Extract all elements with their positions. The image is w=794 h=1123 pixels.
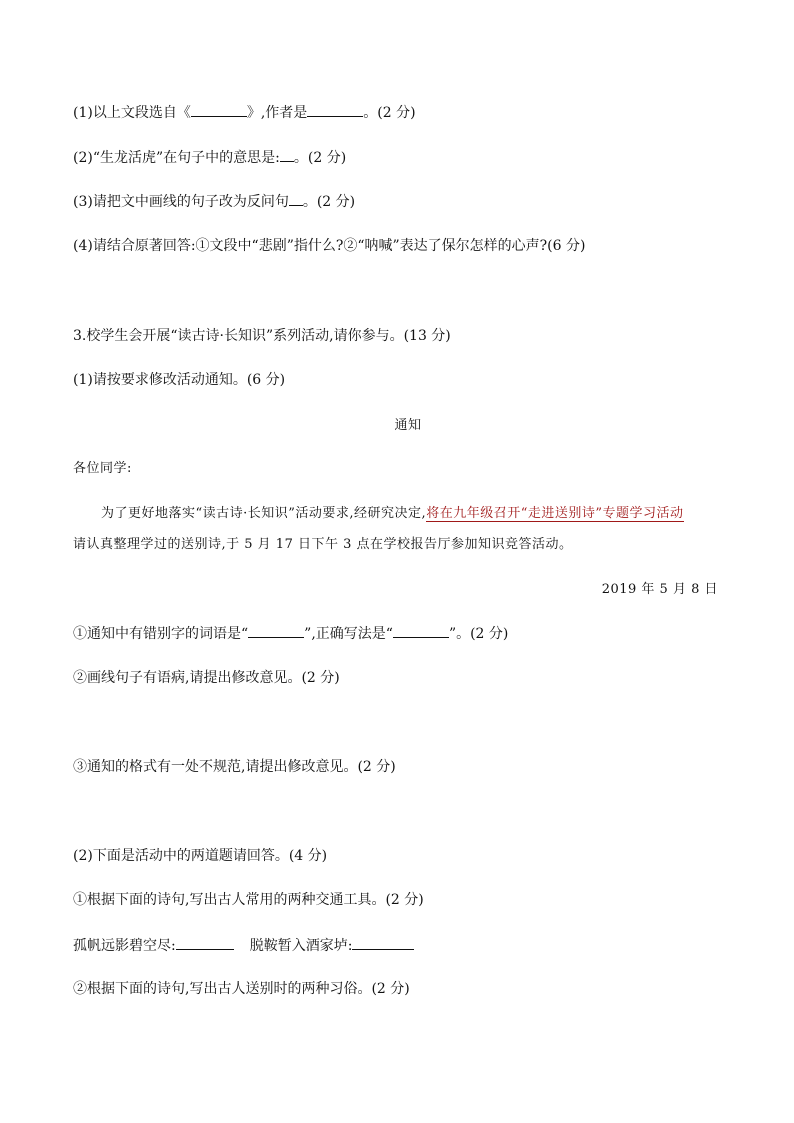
item-1 (73, 623, 508, 644)
question-4: (4)请结合原著回答:①文段中“悲剧”指什么?②“呐喊”表达了保尔怎样的心声?(6 分) (73, 238, 586, 254)
answer-blank-wrong-word[interactable] (248, 623, 304, 638)
item-5: ②根据下面的诗句,写出古人送别时的两种习俗。(2 分) (73, 981, 410, 997)
notice-date: 2019 年 5 月 8 日 (601, 582, 718, 597)
i1-suffix: ”。(2 分) (448, 626, 509, 642)
notice-title: 通知 (394, 418, 422, 433)
q1-mid: 》,作者是 (246, 105, 308, 121)
q1-suffix: 。(2 分) (363, 105, 416, 121)
poem-line-a: 孤帆远影碧空尽: (73, 938, 176, 954)
q3-suffix: 。(2 分) (302, 194, 356, 210)
answer-blank-transport-1[interactable] (176, 935, 234, 950)
question-3 (73, 191, 355, 212)
poem-line-b: 脱鞍暂入酒家垆: (249, 938, 353, 954)
answer-blank-rhetorical[interactable] (289, 191, 303, 206)
notice-body-plain: 为了更好地落实“读古诗·长知识”活动要求,经研究决定, (101, 506, 427, 521)
item-2: ②画线句子有语病,请提出修改意见。(2 分) (73, 670, 340, 686)
answer-blank-correct-word[interactable] (393, 623, 449, 638)
question-2 (73, 147, 346, 168)
item-3: ③通知的格式有一处不规范,请提出修改意见。(2 分) (73, 759, 396, 775)
i1-prefix: ①通知中有错别字的词语是“ (73, 626, 249, 642)
question-1 (73, 102, 416, 123)
q2-suffix: 。(2 分) (293, 150, 347, 166)
notice-body-line-1 (101, 504, 684, 524)
i1-mid: ”,正确写法是“ (304, 626, 393, 642)
notice-body-line-2: 请认真整理学过的送别诗,于 5 月 17 日下午 3 点在学校报告厅参加知识竞答活动。 (73, 537, 573, 552)
poem-line (73, 935, 414, 956)
sub-question-1: (1)请按要求修改活动通知。(6 分) (73, 372, 286, 388)
sub-question-2: (2)下面是活动中的两道题请回答。(4 分) (73, 848, 328, 864)
answer-blank-meaning[interactable] (280, 147, 294, 162)
notice-greeting: 各位同学: (73, 461, 132, 476)
answer-blank-transport-2[interactable] (352, 935, 414, 950)
q3-prefix: (3)请把文中画线的句子改为反问句 (73, 194, 289, 210)
answer-blank-author[interactable] (307, 102, 363, 117)
answer-blank-book[interactable] (191, 102, 247, 117)
notice-body-underlined: 将在九年级召开“走进送别诗”专题学习活动 (426, 506, 684, 521)
q1-prefix: (1)以上文段选自《 (73, 105, 191, 121)
q2-prefix: (2)“生龙活虎”在句子中的意思是: (73, 150, 280, 166)
item-4: ①根据下面的诗句,写出古人常用的两种交通工具。(2 分) (73, 892, 424, 908)
section-3-heading: 3.校学生会开展“读古诗·长知识”系列活动,请你参与。(13 分) (73, 328, 451, 344)
